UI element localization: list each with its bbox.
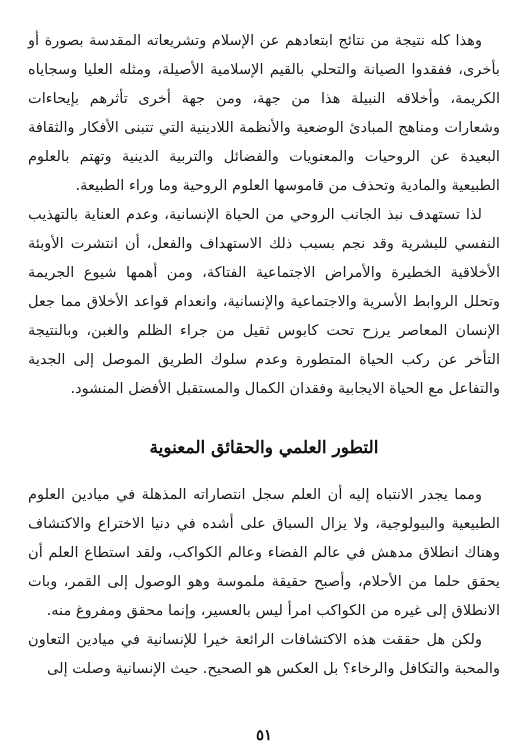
page-number: ٥١ (255, 726, 273, 744)
paragraph-consequences-of-abandoning-islam: وهذا كله نتيجة من نتائج ابتعادهم عن الإسلام وتشريعاته المقدسة بصورة أو بأخرى، ففقدوا الصيانة والتحلي بالقيم الإسلامية الأصيلة، ومثله العليا وسجاياه الكريمة، وأخلاقه النبيلة هذا من جهة، ومن جهة أخرى تأثرهم بإيحاءات وشعارات ومناهج المبادئ الوضعية والأنظمة اللادينية التي تتبنى الأفكار والثقافة البعيدة عن الروحيات والمعنويات والفضائل والتربية الدينية وتهتم بالعلوم الطبيعية والمادية وتحذف من قاموسها العلوم الروحية وما وراء الطبيعة. (28, 32, 500, 194)
paragraph-scientific-achievements: ومما يجدر الانتباه إليه أن العلم سجل انتصاراته المذهلة في ميادين العلوم الطبيعية والبيولوجية، ولا يزال السباق على أشده في دنيا الاختراع والاكتشاف وهناك انطلاق مدهش في عالم الفضاء وعالم الكواكب، ولقد استطاع العلم أن يحقق حلما من الأحلام، وأصبح حقيقة ملموسة وهو الوصول إلى القمر، وبات الانطلاق إلى غيره من الكواكب امرأ ليس بالعسير، وإنما محقق ومفروغ منه. (28, 486, 500, 619)
section-heading: التطور العلمي والحقائق المعنوية (149, 438, 379, 459)
document-page (28, 26, 500, 744)
paragraph-neglect-of-spiritual-side: لذا تستهدف نبذ الجانب الروحي من الحياة الإنسانية، وعدم العناية بالتهذيب النفسي للبشرية وقد نجم بسبب ذلك الاستهداف والفعل، أن انتشرت الأوبئة الأخلاقية الخطيرة والأمراض الاجتماعية الفتاكة، ومن أهمها شيوع الجريمة وتحلل الروابط الأسرية والاجتماعية والإنسانية، وانعدام قواعد الأخلاق مما جعل الإنسان المعاصر يرزح تحت كابوس ثقيل من جراء الظلم والغبن، وبالنتيجة التأخر عن ركب الحياة المتطورة وعدم سلوك الطريق الموصل إلى الجدية والتفاعل مع الحياة الايجابية وفقدان الكمال والمستقبل الأفضل المنشود. (28, 206, 500, 397)
intro-text-block (28, 26, 500, 403)
section-text-block (28, 480, 500, 683)
paragraph-discoveries-question: ولكن هل حققت هذه الاكتشافات الرائعة خيرا للإنسانية في ميادين التعاون والمحبة والتكافل والرخاء؟ بل العكس هو الصحيح. حيث الإنسانية وصلت إلى (28, 631, 500, 677)
